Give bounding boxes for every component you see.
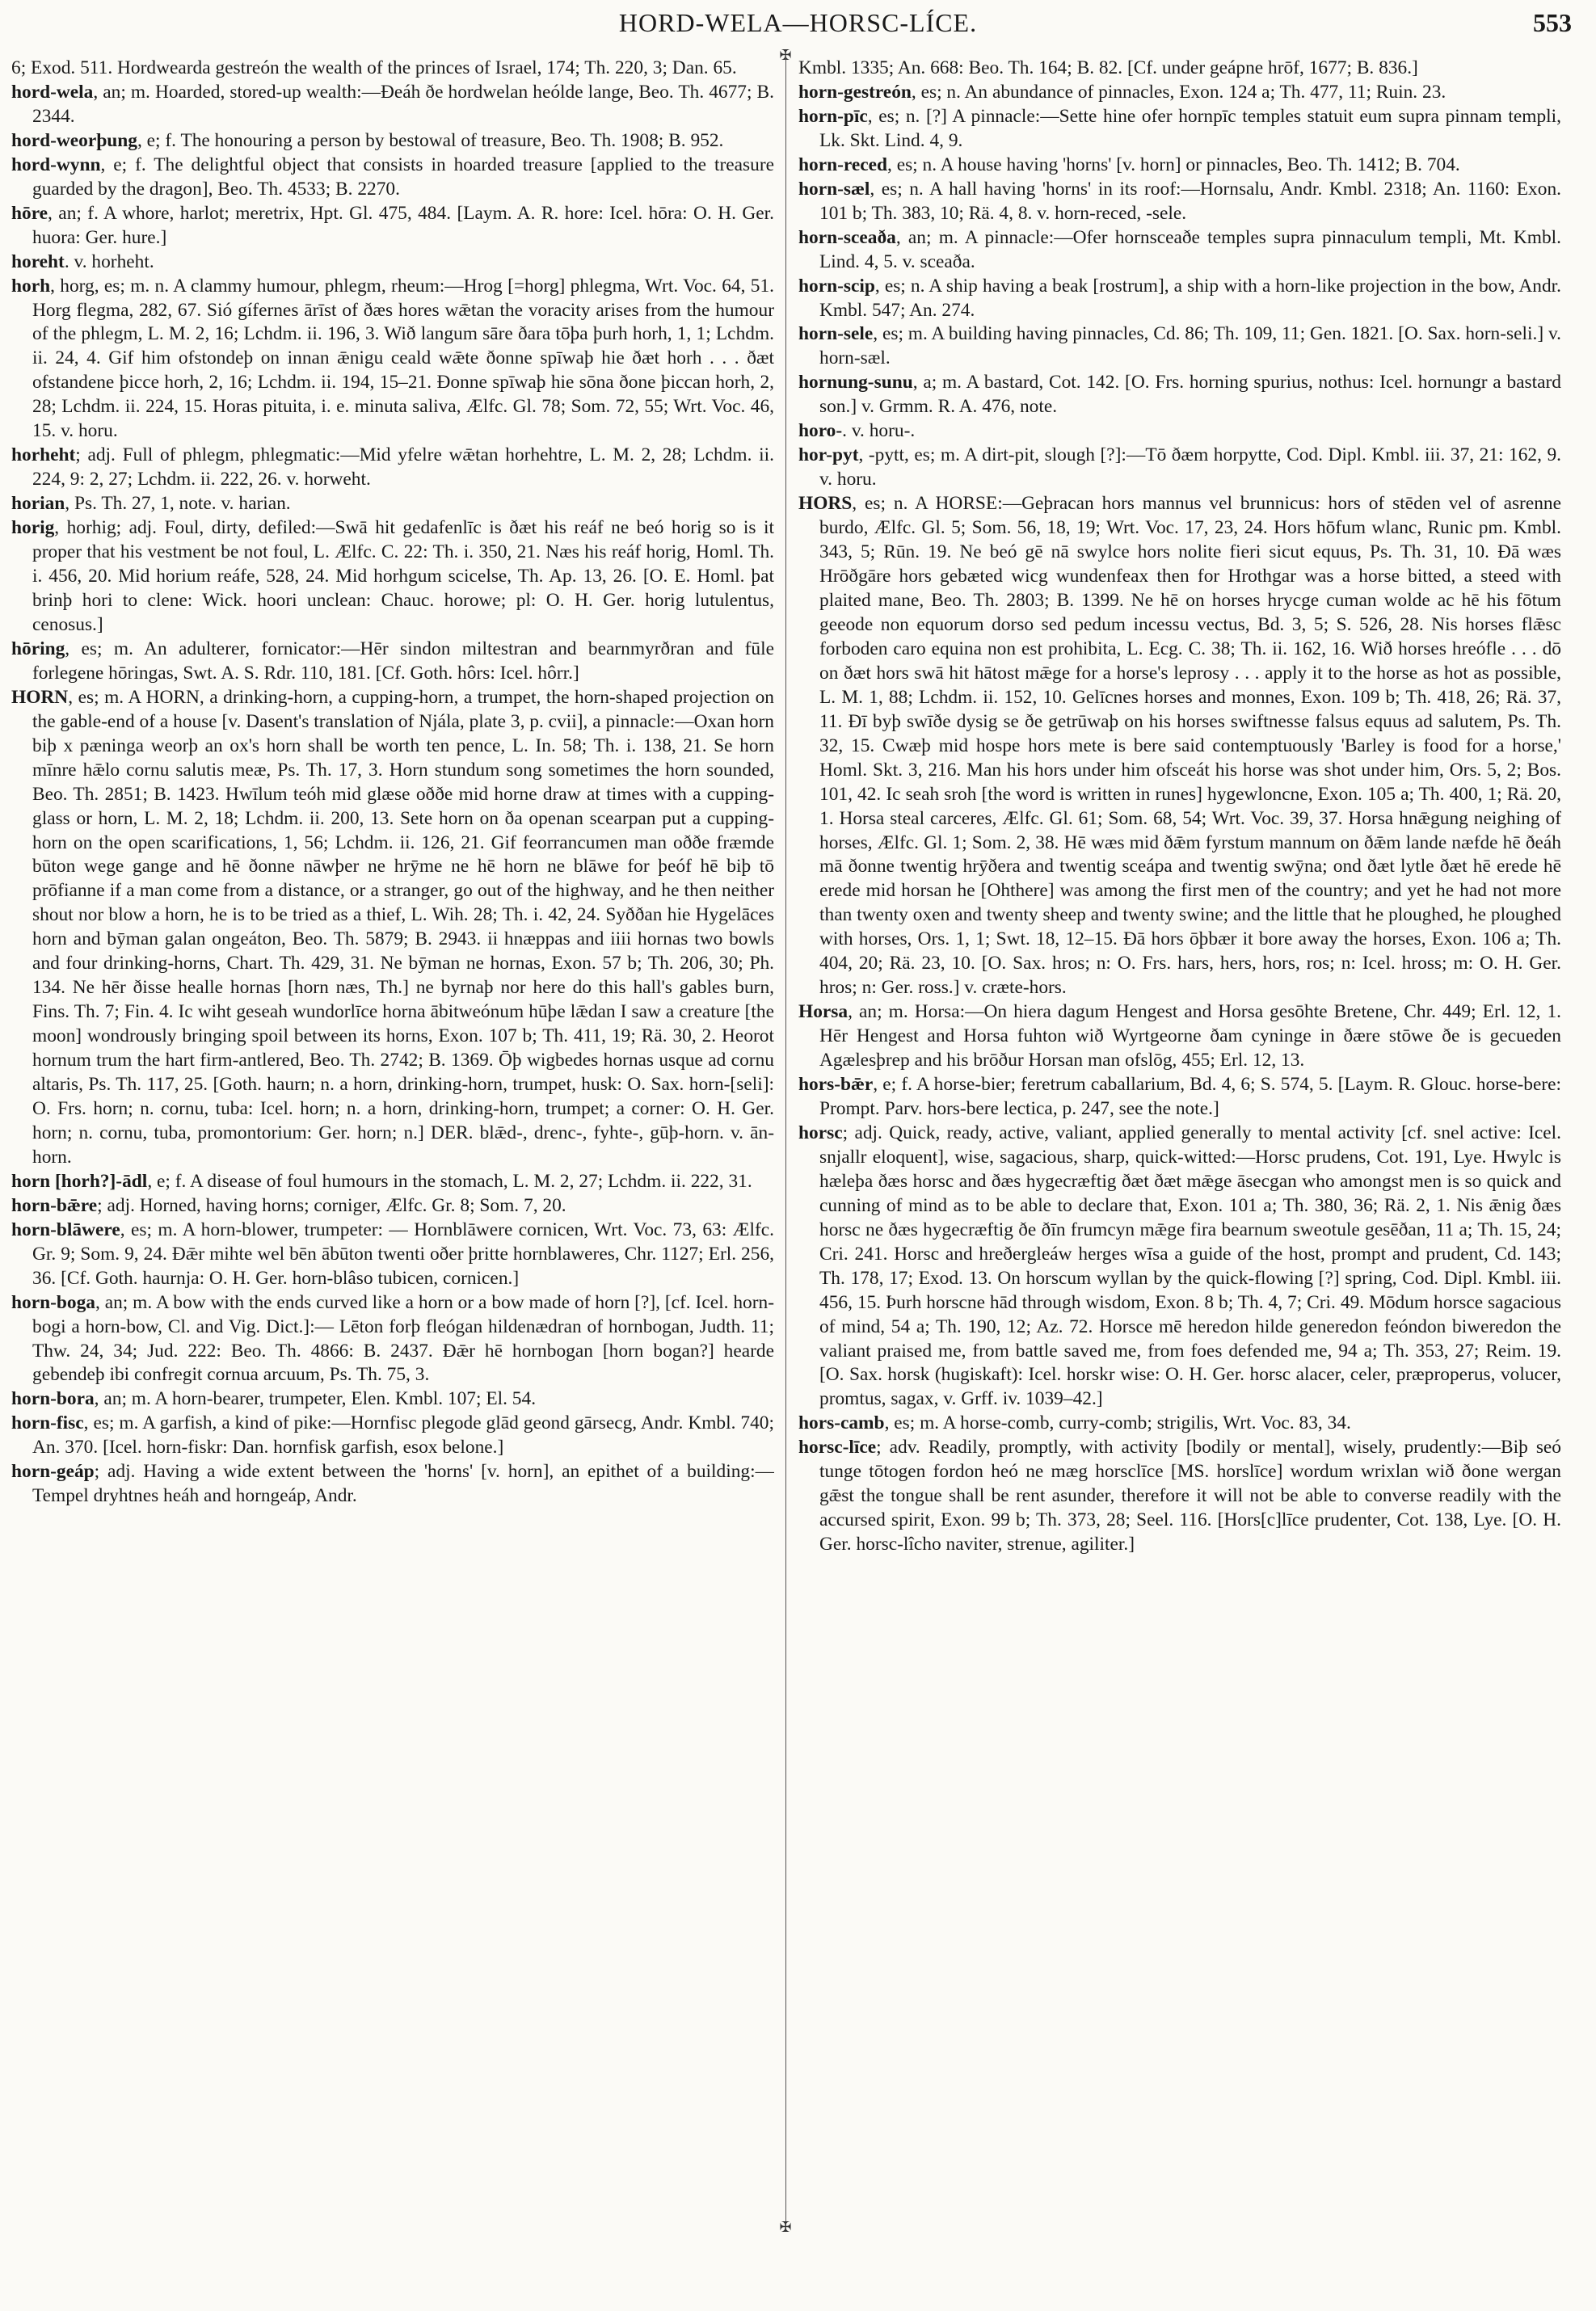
entry-headword: HORN: [11, 686, 69, 708]
dictionary-entry: [11, 202, 774, 250]
entry-text: , es; m. A horse-comb, curry-comb; strigilis, Wrt. Voc. 83, 34.: [884, 1412, 1351, 1434]
dictionary-entry: [11, 250, 774, 275]
dictionary-entry: [11, 154, 774, 202]
entry-text: , es; n. A hall having 'horns' in its roof:—Hornsalu, Andr. Kmbl. 2318; An. 1160: Exon. 101 b; Th. 383, 10; Rä. 4, 8. v. horn-reced, -sele.: [819, 178, 1561, 224]
dictionary-entry: [798, 1412, 1561, 1436]
dictionary-entry: [11, 129, 774, 154]
entry-headword: horig: [11, 517, 55, 539]
entry-text: , es; n. [?] A pinnacle:—Sette hine ofer hornpīc temples statuit eum supra pinnam templi, Lk. Skt. Lind. 4, 9.: [819, 105, 1561, 151]
entry-text: , es; m. An adulterer, fornicator:—Hēr sindon miltestran and bearnmyrðran and fūle forlegene hōringas, Swt. A. S. Rdr. 110, 181. [Cf. Goth. hôrs: Icel. hôrr.]: [32, 638, 774, 684]
dictionary-entry: [11, 57, 774, 81]
column-divider: [785, 57, 786, 2230]
page-number: 553: [1533, 8, 1572, 37]
entry-headword: horheht: [11, 444, 76, 466]
entry-text: . v. horheht.: [64, 250, 154, 272]
entry-headword: horn-sæl: [798, 178, 870, 200]
entry-headword: hōring: [11, 638, 65, 659]
entry-text: , horg, es; m. n. A clammy humour, phlegm, rheum:—Hrog [=horg] phlegma, Wrt. Voc. 64, 51. Horg flegma, 282, 67. Sió gífernes ārīst of ðæs hores wǣtan the voracity arises from the humour of the phlegm, L. M. 2, 16; Lchdm. ii. 196, 3. Wið langum sāre ðara tōþa þurh horh, 1, 1; Lchdm. ii. 24, 4. Gif him ofstondeþ on innan ǣnigu ceald wǣte ðonne spīwaþ hie ðæt horh . . . ðæt ofstandene þicce horh, 2, 16; Lchdm. ii. 194, 15–21. Ðonne spīwaþ hie sōna ðone þiccan horh, 2, 28; Lchdm. ii. 224, 15. Horas pituita, i. e. minuta saliva, Ælfc. Gl. 78; Som. 72, 55; Wrt. Voc. 46, 15. v. horu.: [32, 275, 774, 442]
left-column: [11, 57, 774, 2295]
entry-headword: HORS: [798, 493, 853, 515]
entry-text: ; adv. Readily, promptly, with activity [bodily or mental], wisely, prudently:—Biþ seó tunge tōtogen fordon heó ne mæg horsclīce [MS. horslīce] wordum wrixlan wið ðone wergan gǣst the tongue shall be rent asunder, therefore it will not be able to converse readily with the accursed spirit, Exon. 99 b; Th. 373, 28; Seel. 116. [Hors[c]līce prudenter, Cot. 138, Lye. [O. H. Ger. horsc-lîcho naviter, strenue, agiliter.]: [819, 1437, 1561, 1555]
dictionary-entry: [798, 1073, 1561, 1122]
entry-headword: horn-sceaða: [798, 226, 896, 248]
entry-headword: horn-sele: [798, 323, 874, 345]
entry-headword: horn-bǣre: [11, 1194, 98, 1216]
dictionary-entry: [11, 1460, 774, 1509]
entry-headword: horsc-līce: [798, 1437, 877, 1459]
dictionary-entry: [798, 1000, 1561, 1073]
dictionary-entry: [11, 638, 774, 686]
entry-text: , an; m. A pinnacle:—Ofer hornsceaðe temples supra pinnaculum templi, Mt. Kmbl. Lind. 4, 5. v. sceaða.: [819, 226, 1561, 272]
entry-text: , an; m. Horsa:—On hiera dagum Hengest and Horsa gesōhte Bretene, Chr. 449; Erl. 12, 1. Hēr Hengest and Horsa fuhton wið Wyrtgeorne ðam cyninge in ðære stōwe ðe is gecueden Agælesþrep and his brōður Horsan man ofslōg, 455; Erl. 12, 13.: [819, 1001, 1561, 1071]
entry-text: , es; m. A HORN, a drinking-horn, a cupping-horn, a trumpet, the horn-shaped projection on the gable-end of a house [v. Dasent's translation of Njála, plate 3, p. cvii], a pinnacle:—Oxan horn biþ x pæninga weorþ an ox's horn shall be worth ten pence, L. In. 58; Th. i. 138, 21. Se horn mīnre hǣlo cornu salutis meæ, Ps. Th. 17, 3. Horn stundum song sometimes the horn sounded, Beo. Th. 2851; B. 1423. Hwīlum teóh mid glæse oððe mid horne draw at times with a cupping-glass or horn, L. M. 2, 18; Lchdm. ii. 200, 13. Sete horn on ða openan scearpan put a cupping-horn on the open scarifications, 1, 56; Lchdm. ii. 126, 21. Gif feorrancumen man oððe fræmde būton wege gange and hē ðonne nāwþer ne hrȳme ne hē horn ne blāwe for þeóf hē biþ tō prōfianne if a man come from a distance, or a stranger, go out of the highway, and he then neither shout nor blow a horn, he is to be tried as a thief, L. Wih. 28; Th. i. 42, 24. Syððan hie Hygelāces horn and bȳman galan ongeáton, Beo. Th. 5879; B. 2943. ii hnæppas and iiii hornas two bowls and four drinking-horns, Chart. Th. 429, 31. Ne bȳman ne hornas, Exon. 57 b; Th. 206, 30; Ph. 134. Ne hēr ðisse healle hornas [horn næs, Th.] ne byrnaþ nor here do this hall's gables burn, Fins. Th. 7; Fin. 4. Ic wiht geseah wundorlīce horna ābitweónum hūþe lǣdan I saw a creature [the moon] wondrously bringing spoil between its horns, Exon. 107 b; Th. 411, 19; Rä. 30, 2. Heorot hornum trum the hart firm-antlered, Beo. Th. 2742; B. 1369. Ōþ wigbedes hornas usque ad cornu altaris, Ps. Th. 117, 25. [Goth. haurn; n. a horn, drinking-horn, trumpet, husk: O. Sax. horn-[seli]: O. Frs. horn; n. cornu, tuba: Icel. horn; n. a horn, drinking-horn, trumpet; a corner: O. H. Ger. horn; n. cornu, tuba, promontorium: Ger. horn; n.] DER. blǣd-, drenc-, fyhte-, gūþ-horn. v. ān-horn.: [32, 686, 774, 1168]
entry-headword: hord-wela: [11, 81, 94, 103]
entry-text: , es; m. A garfish, a kind of pike:—Hornfisc plegode glād geond gārsecg, Andr. Kmbl. 740; An. 370. [Icel. horn-fiskr: Dan. hornfisk garfish, esox belone.]: [32, 1412, 774, 1459]
dictionary-entry: [798, 1122, 1561, 1412]
entry-headword: horn-fisc: [11, 1412, 84, 1434]
entry-text: , an; f. A whore, harlot; meretrix, Hpt. Gl. 475, 484. [Laym. A. R. hore: Icel. hōra: O. H. Ger. huora: Ger. hure.]: [32, 202, 774, 248]
entry-text: , e; f. A horse-bier; feretrum caballarium, Bd. 4, 6; S. 574, 5. [Laym. R. Glouc. horse-bere: Prompt. Parv. hors-bere lectica, p. 247, see the note.]: [819, 1074, 1561, 1119]
entry-text: , Ps. Th. 27, 1, note. v. harian.: [65, 493, 291, 515]
entry-headword: horn-reced: [798, 154, 887, 175]
dictionary-entry: [11, 275, 774, 444]
right-column: [798, 57, 1561, 2295]
dictionary-entry: [798, 444, 1561, 492]
entry-headword: horn-boga: [11, 1291, 95, 1313]
dictionary-entry: [11, 1170, 774, 1194]
dictionary-entry: [11, 444, 774, 492]
entry-headword: horn-geáp: [11, 1461, 95, 1483]
page-header: [24, 3, 1572, 44]
entry-headword: hōre: [11, 202, 48, 224]
entry-text: , es; n. A ship having a beak [rostrum], a ship with a horn-like projection in the bow, Andr. Kmbl. 547; An. 274.: [819, 275, 1561, 321]
entry-headword: hord-wynn: [11, 154, 101, 175]
dictionary-entry: [798, 57, 1561, 81]
dictionary-entry: [11, 1219, 774, 1291]
entry-headword: horeht: [11, 250, 65, 272]
entry-headword: horo-: [798, 420, 843, 442]
dictionary-entry: [798, 105, 1561, 154]
entry-headword: horian: [11, 493, 65, 515]
entry-text: . v. horu-.: [842, 420, 916, 442]
entry-text: , an; m. Hoarded, stored-up wealth:—Ðeáh ðe hordwelan heólde lange, Beo. Th. 4677; B. 2344.: [32, 81, 774, 127]
entry-headword: hord-weorþung: [11, 129, 137, 151]
dictionary-entry: [11, 686, 774, 1170]
entry-headword: horn [horh?]-ādl: [11, 1170, 148, 1192]
dictionary-entry: [798, 226, 1561, 275]
entry-text: , a; m. A bastard, Cot. 142. [O. Frs. horning spurius, nothus: Icel. hornungr a bastard son.] v. Grmm. R. A. 476, note.: [819, 372, 1561, 418]
dictionary-entry: [798, 81, 1561, 105]
dictionary-entry: [11, 81, 774, 129]
entry-text: , -pytt, es; m. A dirt-pit, slough [?]:—Tō ðæm horpytte, Cod. Dipl. Kmbl. iii. 37, 21: 162, 9. v. horu.: [819, 444, 1561, 490]
entry-headword: hors-bǣr: [798, 1074, 874, 1096]
dictionary-entry: [798, 322, 1561, 371]
entry-text: , e; f. The honouring a person by bestowal of treasure, Beo. Th. 1908; B. 952.: [137, 129, 724, 151]
entry-headword: hor-pyt: [798, 444, 859, 466]
dictionary-entry: [798, 1436, 1561, 1557]
entry-headword: horn-bora: [11, 1388, 95, 1410]
dictionary-entry: [798, 178, 1561, 226]
entry-text: ; adj. Full of phlegm, phlegmatic:—Mid yfelre wǣtan horhehtre, L. M. 2, 28; Lchdm. ii. 224, 9: 2, 27; Lchdm. ii. 222, 26. v. horweht.: [32, 444, 774, 490]
entry-text: , an; m. A bow with the ends curved like a horn or a bow made of horn [?], [cf. Icel. horn-bogi a horn-bow, Cl. and Vig. Dict.]:— Lēton forþ fleógan hildenædran of hornbogan, Judth. 11; Thw. 24, 34; Jud. 222: Beo. Th. 4866: B. 2437. Ðǣr hē hornbogan [horn bogan?] hearde gebendeþ ibi confregit cornua arcuum, Ps. Th. 75, 3.: [32, 1291, 774, 1386]
entry-text: , e; f. A disease of foul humours in the stomach, L. M. 2, 27; Lchdm. ii. 222, 31.: [147, 1170, 752, 1192]
entry-text: , e; f. The delightful object that consists in hoarded treasure [applied to the treasure guarded by the dragon], Beo. Th. 4533; B. 2270.: [32, 154, 774, 200]
dictionary-entry: [11, 1291, 774, 1388]
entry-text: , es; m. A horn-blower, trumpeter: — Hornblāwere cornicen, Wrt. Voc. 73, 63: Ælfc. Gr. 9; Som. 9, 24. Ðǣr mihte wel bēn ābūton twenti oðer þritte hornblaweres, Chr. 1127; Erl. 256, 36. [Cf. Goth. haurnja: O. H. Ger. horn-blâso tubicen, cornicen.]: [32, 1219, 774, 1289]
entry-headword: horh: [11, 275, 51, 297]
entry-headword: Horsa: [798, 1001, 849, 1023]
dictionary-entry: [798, 154, 1561, 178]
entry-text: , es; n. A house having 'horns' [v. horn] or pinnacles, Beo. Th. 1412; B. 704.: [887, 154, 1460, 175]
entry-text: 6; Exod. 511. Hordwearda gestreón the wealth of the princes of Israel, 174; Th. 220, 3; Dan. 65.: [11, 57, 737, 78]
entry-text: , es; n. An abundance of pinnacles, Exon. 124 a; Th. 477, 11; Ruin. 23.: [911, 81, 1447, 103]
page-title: HORD-WELA—HORSC-LÍCE.: [618, 8, 978, 37]
entry-text: ; adj. Horned, having horns; corniger, Ælfc. Gr. 8; Som. 7, 20.: [97, 1194, 566, 1216]
entry-headword: horn-scip: [798, 275, 875, 297]
dictionary-entry: [11, 1194, 774, 1219]
entry-text: , horhig; adj. Foul, dirty, defiled:—Swā hit gedafenlīc is ðæt his reáf ne beó horig so is it proper that his vestment be not foul, L. Ælfc. C. 22: Th. i. 350, 21. Næs his reáf horig, Homl. Th. i. 456, 20. Mid horium reáfe, 528, 24. Mid horhgum scicelse, Th. Ap. 13, 26. [O. E. Homl. þat brinþ hori to clene: Wick. hoori unclean: Chauc. horowe; pl: O. H. Ger. horig lutulentus, cenosus.]: [32, 517, 774, 635]
dictionary-entry: [11, 1412, 774, 1460]
dictionary-entry: [798, 371, 1561, 419]
entry-text: , es; m. A building having pinnacles, Cd. 86; Th. 109, 11; Gen. 1821. [O. Sax. horn-seli.] v. horn-sæl.: [819, 323, 1561, 369]
cross-ornament-icon: ✠: [779, 47, 792, 64]
entry-headword: hornung-sunu: [798, 372, 913, 394]
entry-headword: horn-blāwere: [11, 1219, 120, 1240]
entry-headword: hors-camb: [798, 1412, 885, 1434]
cross-ornament-icon: ✠: [779, 2219, 792, 2236]
dictionary-entry: [798, 492, 1561, 1000]
dictionary-entry: [798, 275, 1561, 323]
entry-text: ; adj. Quick, ready, active, valiant, applied generally to mental activity [cf. snel active: Icel. snjallr eloquent], wise, sagacious, sharp, quick-witted:—Horsc prudens, Cot. 191, Lye. Hwylc is hæleþa ðæs horsc and ðæs hygecræftig ðæt ðæt mǣge āsecgan who amongst men is so quick and cunning of mind as to be able to declare that, Exon. 101 a; Th. 380, 36; Rä. 2, 1. Nis ǣnig ðæs horsc ne ðæs hygecræftig ðe ðīn frumcyn mǣge fira bearnum sweotule gesēðan, 11 a; Th. 15, 24; Cri. 241. Horsc and hreðergleáw herges wīsa a guide of the host, prompt and prudent, Cd. 143; Th. 178, 17; Exod. 13. On horscum wyllan by the quick-flowing [?] spring, Cod. Dipl. Kmbl. iii. 456, 15. Þurh horscne hād through wisdom, Exon. 8 b; Th. 4, 7; Cri. 49. Mōdum horsce sagacious of mind, 54 a; Th. 190, 12; Az. 72. Horsce mē heredon hilde generedon feóndon biweredon the valiant praised me, from battle saved me, from foes defended me, 94 a; Th. 353, 27; Reim. 19. [O. Sax. horsk (hugiskaft): Icel. horskr wise: O. H. Ger. horsc alacer, celer, præproperus, volucer, promtus, sagax, v. Grff. iv. 1039–42.]: [819, 1122, 1561, 1410]
entry-text: , es; n. A HORSE:—Geþracan hors mannus vel brunnicus: hors of stēden vel of asrenne burdo, Ælfc. Gl. 5; Som. 56, 18, 19; Wrt. Voc. 17, 23, 24. Hors hōfum wlanc, Runic pm. Kmbl. 343, 5; Rūn. 19. Ne beó gē nā swylce hors nolite fieri sicut equus, Ps. Th. 31, 10. Ðā wæs Hrōðgāre hors gebæted wicg wundenfeax then for Hrothgar was a horse bitted, a steed with plaited mane, Beo. Th. 2803; B. 1399. Ne hē on horses hrycge cuman wolde ac hē his fōtum geeode non equorum dorso sed pedum incessu vectus, Bd. 3, 5; S. 526, 28. Nis horses flǣsc forboden caro equina non est prohibita, L. Ecg. C. 38; Th. ii. 162, 16. Wið horses hreófle . . . dō on ðæt hors swā hit hātost mǣge for a horse's leprosy . . . apply it to the horse as hot as possible, L. M. 1, 88; Lchdm. ii. 152, 10. Gelīcnes horses and monnes, Exon. 109 b; Th. 418, 26; Rä. 37, 11. Ðī byþ swīðe dysig se ðe getrūwaþ on his horses swiftnesse falsus equus ad salutem, Ps. Th. 32, 15. Cwæþ mid hospe hors mete is bere said contemptuously 'Barley is food for a horse,' Homl. Skt. 3, 216. Man his hors under him ofsceát his horse was shot under him, Ors. 5, 2; Bos. 101, 42. Ic seah sroh [the word is written in runes] hygewloncne, Exon. 105 a; Th. 400, 1; Rä. 20, 1. Horsa steal carceres, Ælfc. Gl. 61; Som. 68, 54; Wrt. Voc. 39, 37. Horsa hnǣgung neighing of horses, Ælfc. Gl. 1; Som. 2, 38. Hē wæs mid ðǣm fyrstum mannum on ðǣm lande næfde hē ðeáh mā ðonne twentig hrȳðera and twentig sceápa and twentig swȳna; ond ðæt lytle ðæt hē erede hē erede mid horsan he [Ohthere] was among the first men of the country; and yet he had not more than twenty oxen and twenty sheep and twenty swine; and the little that he ploughed, he ploughed with horses, Ors. 1, 1; Swt. 18, 12–15. Ðā hors ōþbær it bore away the horses, Exon. 106 a; Th. 404, 20; Rä. 23, 10. [O. Sax. hros; n: O. Frs. hars, hers, hors, ros; n: Icel. hross; m: O. H. Ger. hros; n: Ger. ross.] v. cræte-hors.: [819, 493, 1561, 999]
entry-text: , an; m. A horn-bearer, trumpeter, Elen. Kmbl. 107; El. 54.: [94, 1388, 537, 1410]
entry-headword: horsc: [798, 1122, 843, 1143]
entry-text: Kmbl. 1335; An. 668: Beo. Th. 164; B. 82. [Cf. under geápne hrōf, 1677; B. 836.]: [798, 57, 1418, 78]
entry-headword: horn-gestreón: [798, 81, 912, 103]
dictionary-entry: [11, 1387, 774, 1412]
dictionary-entry: [11, 516, 774, 638]
dictionary-entry: [798, 419, 1561, 444]
entry-text: ; adj. Having a wide extent between the 'horns' [v. horn], an epithet of a building:—Tempel dryhtnes heáh and horngeáp, Andr.: [32, 1461, 774, 1507]
dictionary-entry: [11, 492, 774, 516]
entry-headword: horn-pīc: [798, 105, 868, 127]
